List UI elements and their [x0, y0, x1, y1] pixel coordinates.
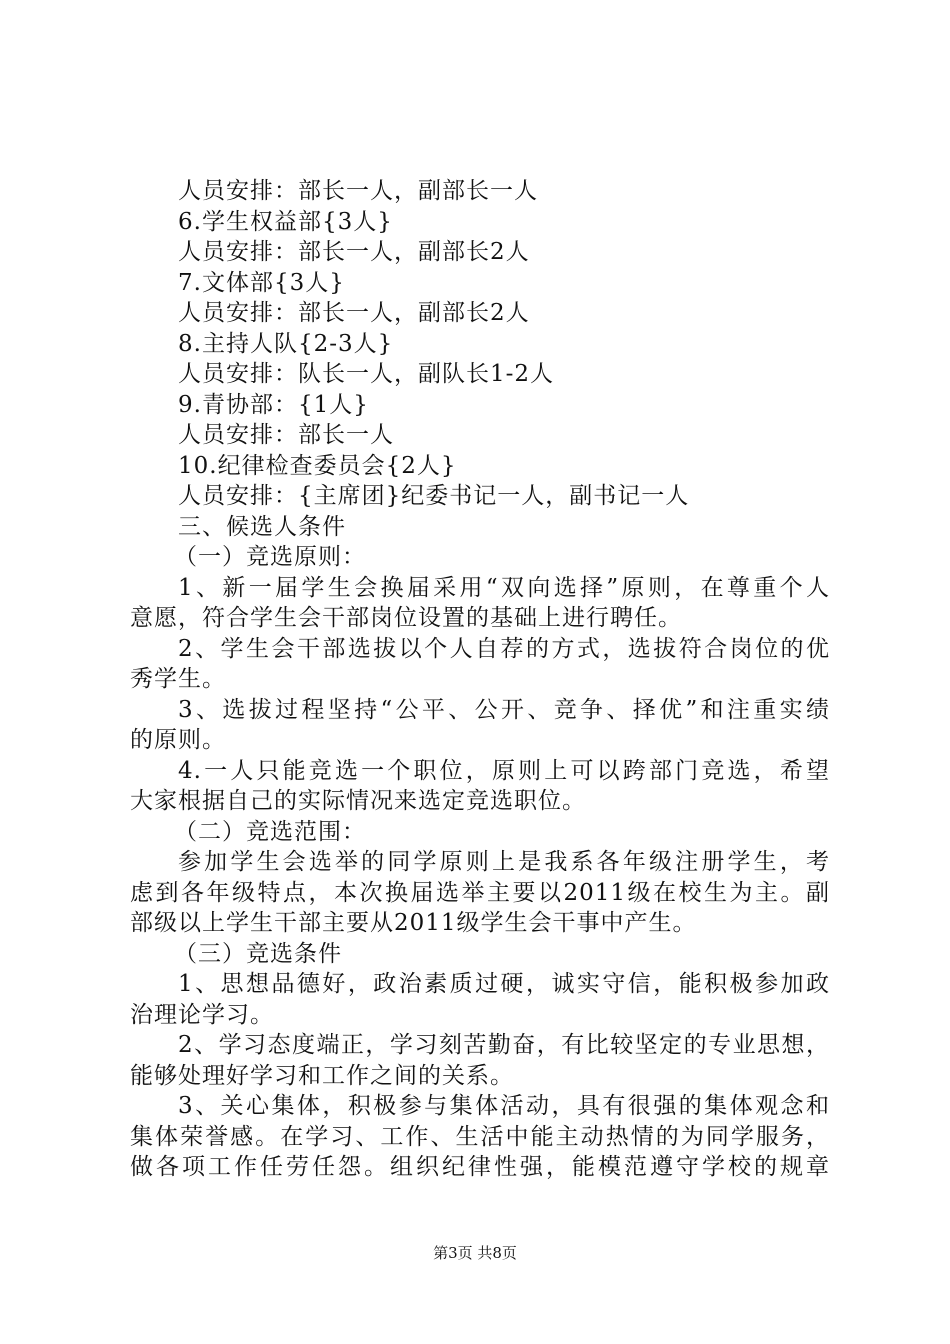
text-line: 人员安排：队长一人，副队长1-2人: [178, 361, 555, 387]
text-line: 8.主持人队{2-3人}: [178, 330, 394, 357]
text-line: 4.一人只能竞选一个职位，原则上可以跨部门竞选，希望: [178, 757, 830, 784]
section-heading: 三、候选人条件: [178, 513, 346, 540]
text-line: 的原则。: [130, 727, 226, 753]
text-line: 3、关心集体，积极参与集体活动，具有很强的集体观念和: [178, 1093, 830, 1119]
text-line: 人员安排：部长一人，副部长2人: [178, 239, 530, 265]
text-line: 6.学生权益部{3人}: [178, 208, 393, 235]
subsection-heading: （一）竞选原则：: [174, 544, 366, 570]
text-line: 部级以上学生干部主要从2011级学生会干事中产生。: [130, 910, 697, 936]
text-line: 1、新一届学生会换届采用“双向选择”原则，在尊重个人: [178, 574, 830, 601]
text-line: 10.纪律检查委员会{2人}: [178, 452, 457, 479]
text-line: 人员安排：部长一人，副部长2人: [178, 300, 530, 326]
document-body: [130, 176, 830, 1183]
text-line: 虑到各年级特点，本次换届选举主要以2011级在校生为主。副: [130, 879, 830, 906]
subsection-heading: （二）竞选范围：: [174, 818, 366, 845]
text-line: 做各项工作任劳任怨。组织纪律性强，能模范遵守学校的规章: [130, 1154, 830, 1180]
text-line: 1、思想品德好，政治素质过硬，诚实守信，能积极参加政: [178, 971, 830, 997]
text-line: 人员安排：{主席团}纪委书记一人，副书记一人: [178, 483, 690, 509]
text-line: 大家根据自己的实际情况来选定竞选职位。: [130, 788, 586, 814]
text-line: 人员安排：部长一人，副部长一人: [178, 178, 538, 204]
text-line: 7.文体部{3人}: [178, 269, 345, 296]
text-line: 2、学生会干部选拔以个人自荐的方式，选拔符合岗位的优: [178, 635, 830, 662]
text-line: 2、学习态度端正，学习刻苦勤奋，有比较坚定的专业思想，: [178, 1032, 830, 1058]
text-line: 治理论学习。: [130, 1001, 274, 1028]
text-line: 9.青协部：{1人}: [178, 391, 369, 418]
text-line: 3、选拔过程坚持“公平、公开、竞争、择优”和注重实绩: [178, 696, 830, 723]
text-line: 人员安排：部长一人: [178, 422, 394, 448]
text-line: 意愿，符合学生会干部岗位设置的基础上进行聘任。: [130, 605, 682, 631]
text-line: 参加学生会选举的同学原则上是我系各年级注册学生，考: [178, 849, 830, 875]
page-number-footer: 第3页 共8页: [433, 1244, 517, 1262]
text-line: 能够处理好学习和工作之间的关系。: [130, 1062, 514, 1089]
subsection-heading: （三）竞选条件: [174, 940, 342, 967]
text-line: 集体荣誉感。在学习、工作、生活中能主动热情的为同学服务，: [130, 1123, 830, 1150]
text-line: 秀学生。: [130, 666, 226, 692]
